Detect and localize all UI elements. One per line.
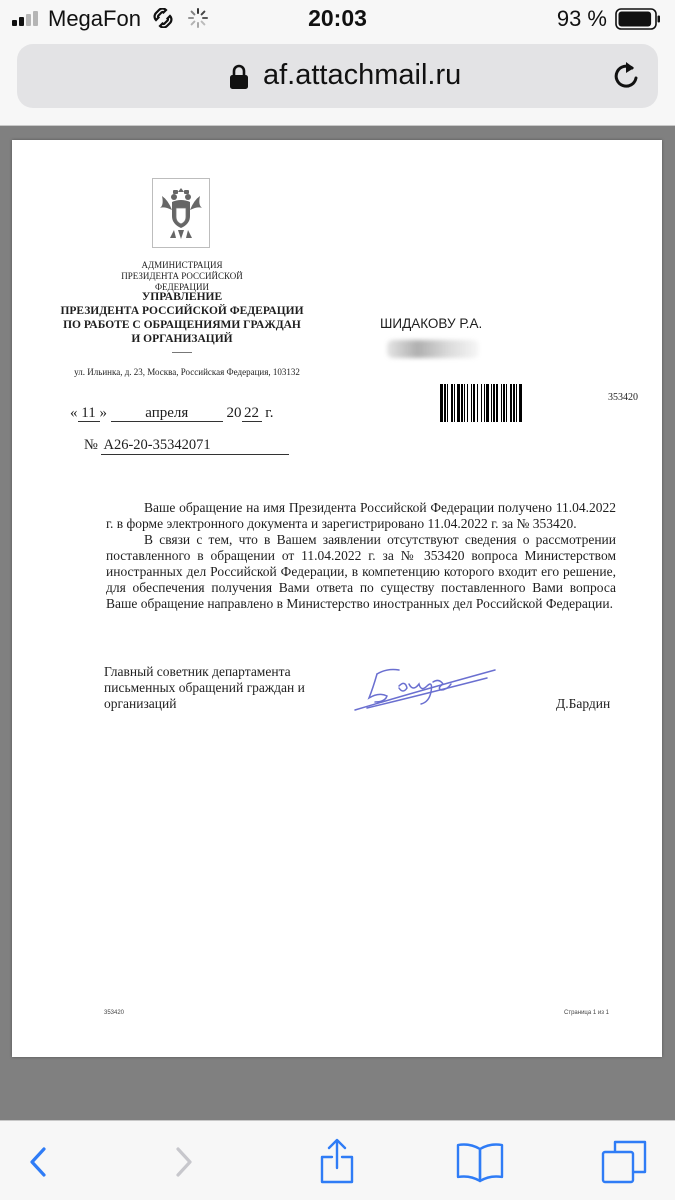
registration-number (84, 437, 289, 455)
signer-position-line: письменных обращений граждан и (104, 680, 305, 695)
browser-toolbar (0, 1120, 675, 1200)
date-blank (193, 405, 223, 422)
reload-icon[interactable] (612, 60, 642, 92)
footer-doc-number: 353420 (104, 1010, 125, 1016)
coat-of-arms-emblem (152, 178, 210, 248)
signer-position-line: Главный советник департамента (104, 664, 291, 679)
date-month: апреля (141, 405, 193, 422)
date-blank (111, 405, 141, 422)
issuer-address: ул. Ильинка, д. 23, Москва, Российская Федерация, 103132 (74, 367, 300, 377)
date-year-suffix: 22 (242, 405, 262, 422)
header-divider (172, 352, 192, 353)
document-page (12, 140, 662, 1057)
letter-date: « 11 » апреля 20 22 г. (70, 405, 274, 421)
address-bar[interactable] (17, 44, 658, 108)
date-day: 11 (78, 405, 100, 422)
signer-position-line: организаций (104, 696, 177, 711)
letter-body (106, 500, 616, 612)
lock-icon (229, 64, 249, 90)
issuer-small-header: АДМИНИСТРАЦИЯ ПРЕЗИДЕНТА РОССИЙСКОЙ ФЕДЕРАЦИИ (121, 260, 243, 292)
reg-number-label: № (84, 437, 98, 453)
clock: 20:03 (308, 5, 367, 31)
url-text[interactable]: af.attachmail.ru (263, 59, 462, 91)
barcode-bar (522, 384, 523, 422)
handwritten-signature (347, 660, 497, 715)
battery-percent: 93 % (556, 6, 607, 31)
tabs-icon[interactable] (600, 1137, 650, 1187)
letter-paragraph: В связи с тем, что в Вашем заявлении отсутствуют сведения о рассмотрении поставленного в обращении от 11.04.2022 г. за № 353420 вопроса Министерством иностранных дел Российской Федерации, в компетенцию которого входит его решение, для обеспечения получения Вами ответа по существу поставленного Вами вопроса Ваше обращение направлено в Министерство иностранных дел Российской Федерации. (106, 532, 616, 611)
issuer-title-line: И ОРГАНИЗАЦИЙ (131, 333, 233, 345)
signer-name: Д.Бардин (556, 696, 611, 711)
forward-icon[interactable] (156, 1137, 206, 1187)
letter-paragraph: Ваше обращение на имя Президента Российской Федерации получено 11.04.2022 г. в форме электронного документа и зарегистрировано 11.04.2022 г. за № 353420. (106, 500, 616, 531)
browser-address-area (0, 38, 675, 126)
issuer-title-line: ПРЕЗИДЕНТА РОССИЙСКОЙ ФЕДЕРАЦИИ (60, 305, 304, 317)
document-viewer[interactable] (0, 126, 675, 1120)
redacted-address (387, 340, 479, 358)
reg-number-value: А26-20-35342071 (101, 437, 289, 455)
signer-position (104, 664, 344, 712)
bookmarks-icon[interactable] (455, 1137, 505, 1187)
back-icon[interactable] (14, 1137, 64, 1187)
issuer-title (52, 290, 312, 346)
recipient-name: ШИДАКОВУ Р.А. (380, 316, 483, 331)
barcode-number: 353420 (608, 392, 638, 403)
status-bar (0, 0, 675, 38)
carrier-name: MegaFon (48, 6, 141, 31)
footer-page-count: Страница 1 из 1 (564, 1010, 609, 1016)
share-icon[interactable] (312, 1137, 362, 1187)
issuer-title-line: УПРАВЛЕНИЕ (141, 291, 223, 303)
date-year-mark: г. (265, 405, 274, 421)
date-year-prefix: 20 (226, 405, 242, 421)
barcode (440, 384, 598, 422)
issuer-title-line: ПО РАБОТЕ С ОБРАЩЕНИЯМИ ГРАЖДАН (63, 319, 301, 331)
battery-icon (615, 8, 661, 30)
